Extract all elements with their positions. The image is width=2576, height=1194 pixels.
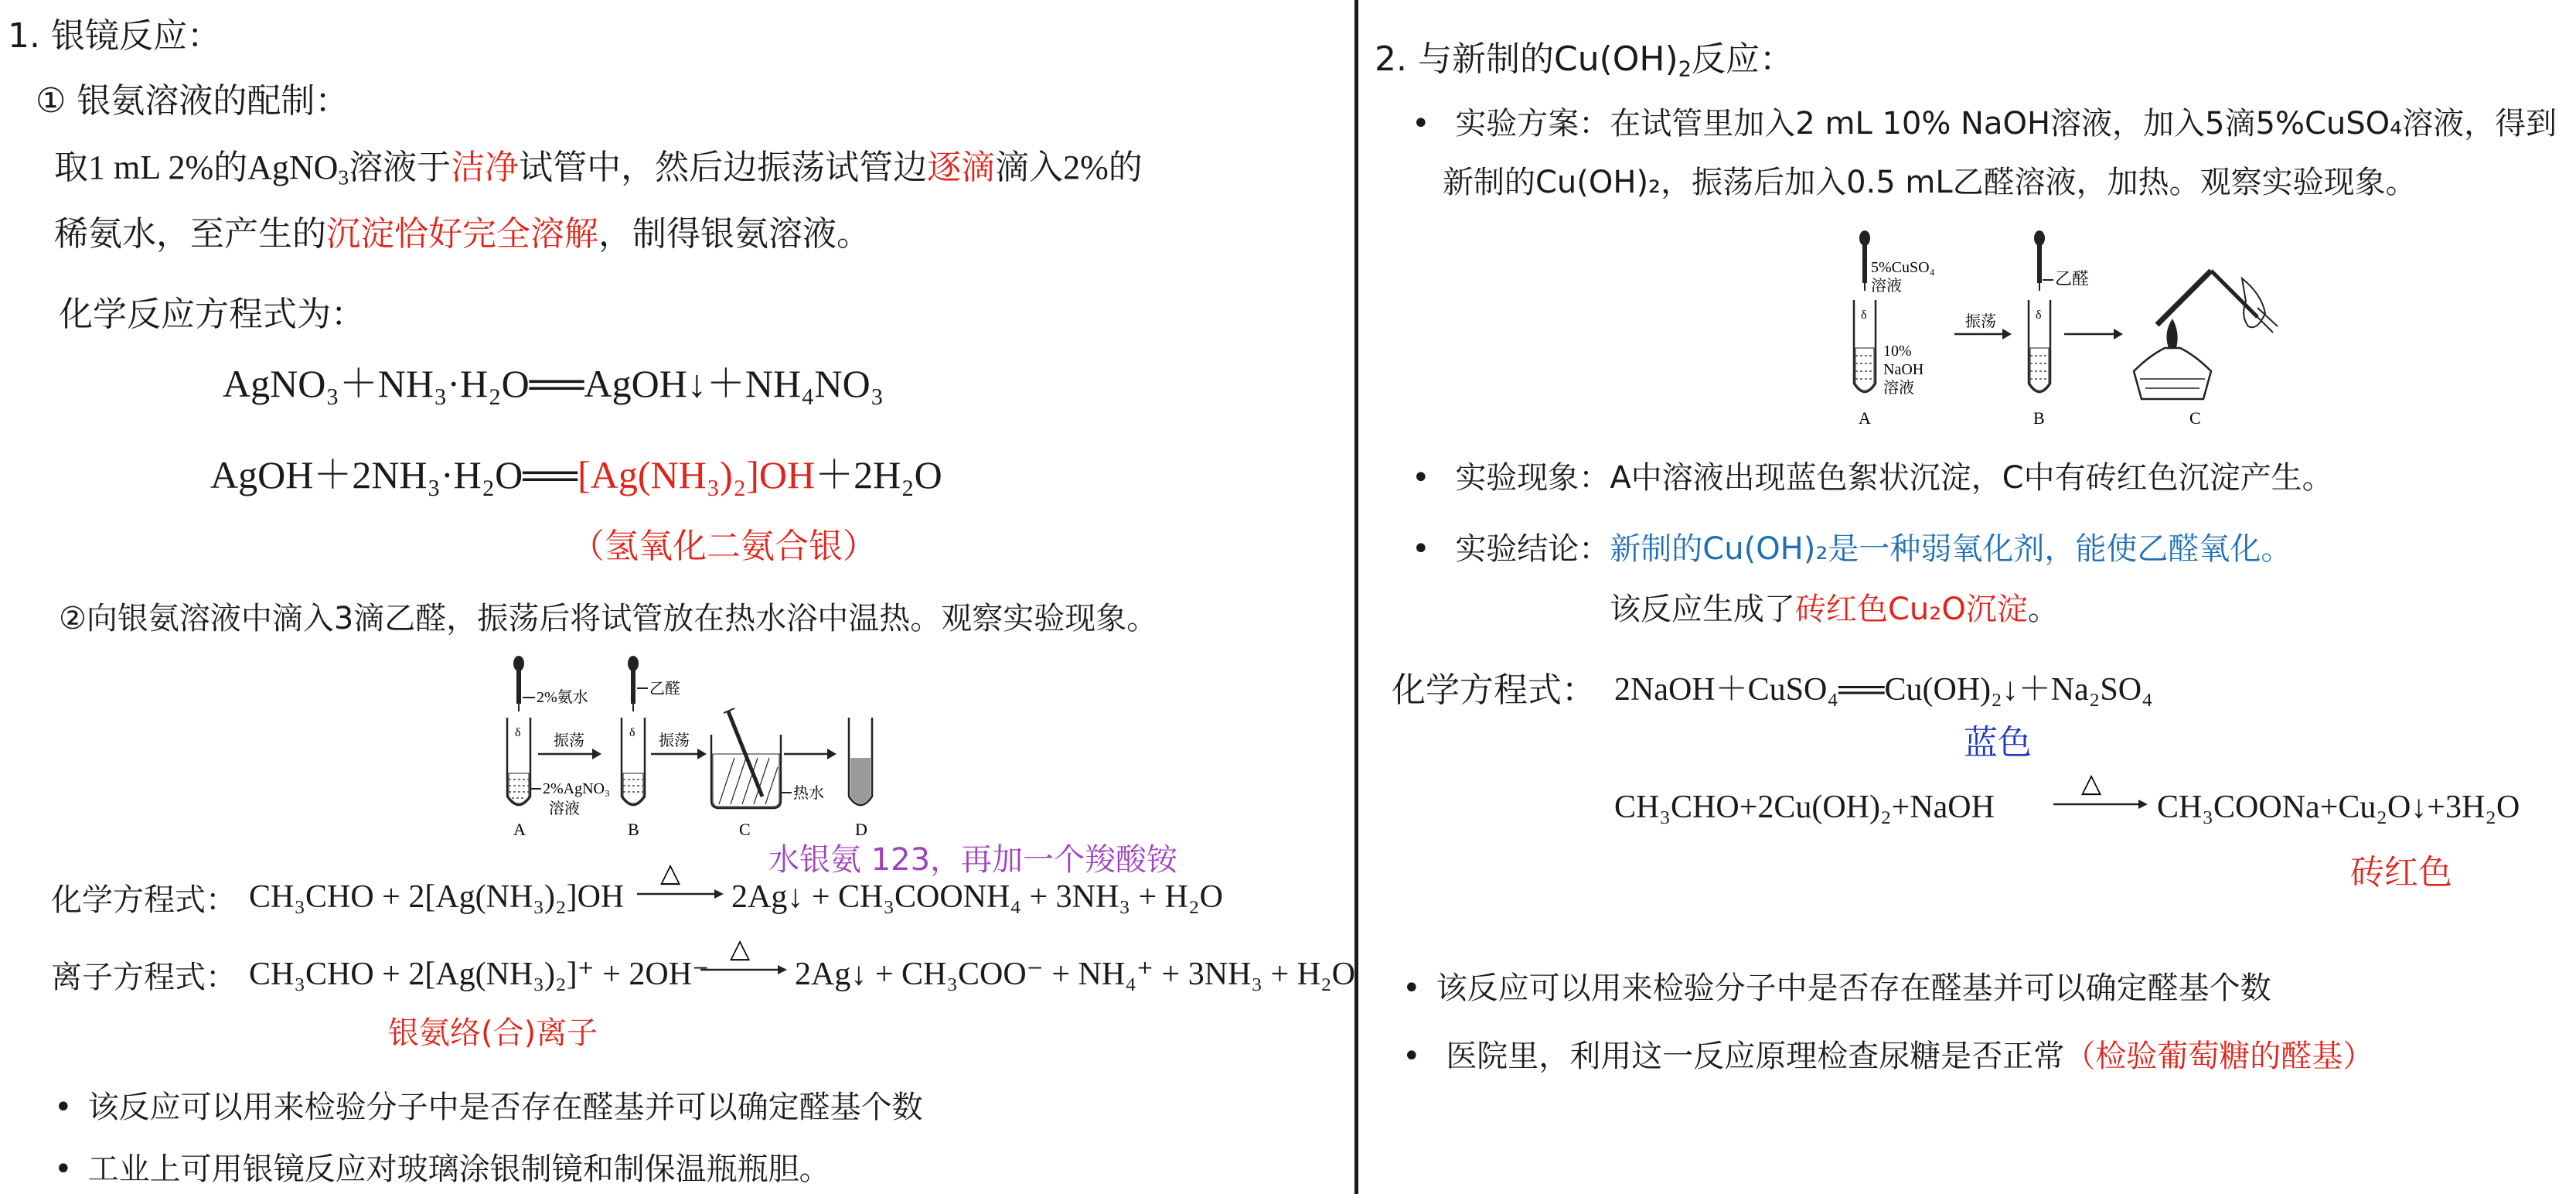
equation-acetaldehyde-products: CH₃COONa+Cu₂O↓+3H₂O — [2157, 790, 2520, 825]
silver-mirror-tube-icon — [849, 718, 872, 805]
preparation-paragraph-line2: 稀氨水，至产生的沉淀恰好完全溶解，制得银氨溶液。 — [54, 214, 871, 254]
brick-red-note: 砖红色 — [2350, 853, 2452, 892]
test-tube-a-icon — [507, 718, 530, 805]
conclusion-highlight: 新制的Cu(OH)₂是一种弱氧化剂，能使乙醛氧化。 — [1610, 531, 2292, 567]
cu-oh2-apparatus-diagram — [1840, 224, 2296, 433]
bullet-industrial-use: • 工业上可用银镜反应对玻璃涂银制镜和制保温瓶瓶胆。 — [54, 1145, 830, 1189]
label-agno3: 2%AgNO₃ — [543, 780, 610, 797]
heat-arrow-icon — [697, 936, 790, 982]
section-title-cu-oh2: 2. 与新制的$Cu(OH)_2$反应： — [1375, 39, 1794, 82]
equation-cuso4-naoh: 2NaOH＋CuSO₄══Cu(OH)₂↓＋Na₂SO₄ — [1614, 672, 2153, 708]
svg-text:δ: δ — [2036, 309, 2042, 322]
hot-water-bath-icon — [711, 708, 781, 808]
phenomenon-line: • 实验现象：A中溶液出现蓝色絮状沉淀，C中有砖红色沉淀产生。 — [1412, 453, 2333, 497]
brick-red-precipitate: 砖红色Cu₂O沉淀 — [1795, 592, 2028, 627]
label-shake: 振荡 — [1965, 313, 1996, 330]
tube-label-c: C — [739, 820, 751, 839]
svg-text:△: △ — [660, 860, 681, 888]
label-shake-2: 振荡 — [659, 732, 690, 749]
dropper-icon — [1859, 230, 1870, 291]
bullet-hospital-use: • 医院里，利用这一反应原理检查尿糖是否正常（检验葡萄糖的醛基） — [1402, 1032, 2373, 1076]
ionic-equation-reactants: CH₃CHO + 2[Ag(NH₃)₂]⁺ + 2OH⁻ — [249, 957, 710, 992]
preparation-paragraph-line1: 取1 mL 2%的AgNO$_3$溶液于洁净试管中，然后边振荡试管边逐滴滴入2%的 — [54, 148, 1143, 189]
silver-ammonia-complex-ion-note: 银氨络(合)离子 — [388, 1015, 598, 1051]
test-tube-a-icon — [1854, 300, 1876, 392]
equation-acetaldehyde-reactants: CH₃CHO+2Cu(OH)₂+NaOH — [1614, 790, 1995, 825]
svg-text:δ: δ — [629, 726, 635, 739]
conclusion-line-2: 该反应生成了砖红色Cu₂O沉淀。 — [1610, 592, 2059, 627]
section-title-silver-mirror: 1. 银镜反应： — [8, 16, 221, 56]
dropper-icon — [628, 656, 639, 711]
equation-agoh: AgOH＋2NH₃·H₂O══[Ag(NH₃)₂]OH＋2H₂O — [210, 453, 942, 496]
chemical-equation-label-right: 化学方程式： — [1392, 670, 1596, 710]
label-agno3-solution: 溶液 — [549, 800, 580, 817]
procedure-step-2: ②向银氨溶液中滴入3滴乙醛，振荡后将试管放在热水浴中温热。观察实验现象。 — [59, 601, 1158, 636]
bullet-aldehyde-detection: • 该反应可以用来检验分子中是否存在醛基并可以确定醛基个数 — [54, 1083, 923, 1127]
tube-label-a: A — [513, 820, 526, 839]
chemical-equation-reactants: CH₃CHO + 2[Ag(NH₃)₂]OH — [249, 879, 625, 915]
silver-mirror-apparatus-diagram — [479, 650, 897, 843]
glucose-aldehyde-note: （检验葡萄糖的醛基） — [2064, 1039, 2374, 1074]
dropper-icon — [2034, 230, 2045, 291]
label-ammonia: 2%氨水 — [537, 689, 588, 706]
test-tube-b-icon — [2029, 300, 2050, 392]
tube-label-b: B — [628, 820, 639, 839]
svg-text:△: △ — [2081, 769, 2102, 798]
scheme-line-1: • 实验方案：在试管里加入2 mL 10% NaOH溶液，加入5滴5%CuSO₄溶液，得到 — [1412, 99, 2557, 143]
tube-label-c: C — [2189, 408, 2201, 428]
label-acetaldehyde: 乙醛 — [649, 681, 680, 698]
tube-label-a: A — [1859, 408, 1871, 428]
heat-arrow-icon — [2050, 769, 2151, 815]
silver-ammonia-name: （氢氧化二氨合银） — [571, 527, 877, 566]
silver-ammonia-hydroxide: [Ag(NH₃)₂]OH — [578, 453, 816, 496]
dropper-icon — [513, 656, 524, 711]
tube-label-b: B — [2033, 408, 2045, 428]
label-naoh-solution: 溶液 — [1883, 380, 1914, 397]
chemical-equation-label: 化学方程式： — [51, 882, 237, 918]
equation-intro: 化学反应方程式为： — [59, 295, 365, 334]
label-naoh: NaOH — [1883, 361, 1924, 378]
highlight-dropwise: 逐滴 — [927, 148, 996, 187]
blue-color-note: 蓝色 — [1964, 723, 2032, 762]
label-naoh-concentration: 10% — [1883, 343, 1912, 360]
subsection-title-silver-ammonia: ① 银氨溶液的配制： — [36, 81, 349, 121]
svg-text:δ: δ — [1861, 309, 1867, 322]
label-cuso4: 5%CuSO₄ — [1871, 259, 1935, 276]
label-acetaldehyde: 乙醛 — [2055, 269, 2090, 288]
conclusion-line-1: • 实验结论：新制的Cu(OH)₂是一种弱氧化剂，能使乙醛氧化。 — [1412, 524, 2291, 568]
highlight-precipitate-dissolve: 沉淀恰好完全溶解 — [326, 214, 598, 254]
ionic-equation-products: 2Ag↓ + CH₃COO⁻ + NH₄⁺ + 3NH₃ + H₂O — [795, 957, 1355, 992]
column-divider — [1354, 0, 1358, 1194]
tube-label-d: D — [855, 820, 867, 839]
ionic-equation-label: 离子方程式： — [51, 960, 237, 995]
alcohol-lamp-heating-icon — [2134, 271, 2278, 399]
label-shake-1: 振荡 — [554, 732, 584, 749]
scheme-line-2: 新制的Cu(OH)₂，振荡后加入0.5 mL乙醛溶液，加热。观察实验现象。 — [1443, 165, 2417, 200]
label-cuso4-solution: 溶液 — [1871, 278, 1902, 295]
test-tube-b-icon — [622, 718, 645, 805]
svg-text:δ: δ — [515, 726, 521, 739]
heat-arrow-icon — [634, 860, 727, 906]
highlight-clean: 洁净 — [451, 148, 520, 187]
handwritten-annotation: 水银氨 123，再加一个羧酸铵 — [768, 842, 1178, 878]
equation-agno3: AgNO₃＋NH₃·H₂O══AgOH↓＋NH₄NO₃ — [223, 362, 884, 405]
chemical-equation-products: 2Ag↓ + CH₃COONH₄ + 3NH₃ + H₂O — [731, 879, 1223, 915]
svg-text:△: △ — [730, 936, 751, 964]
bullet-aldehyde-detection-right: • 该反应可以用来检验分子中是否存在醛基并可以确定醛基个数 — [1402, 964, 2271, 1008]
label-hot-water: 热水 — [793, 785, 824, 802]
